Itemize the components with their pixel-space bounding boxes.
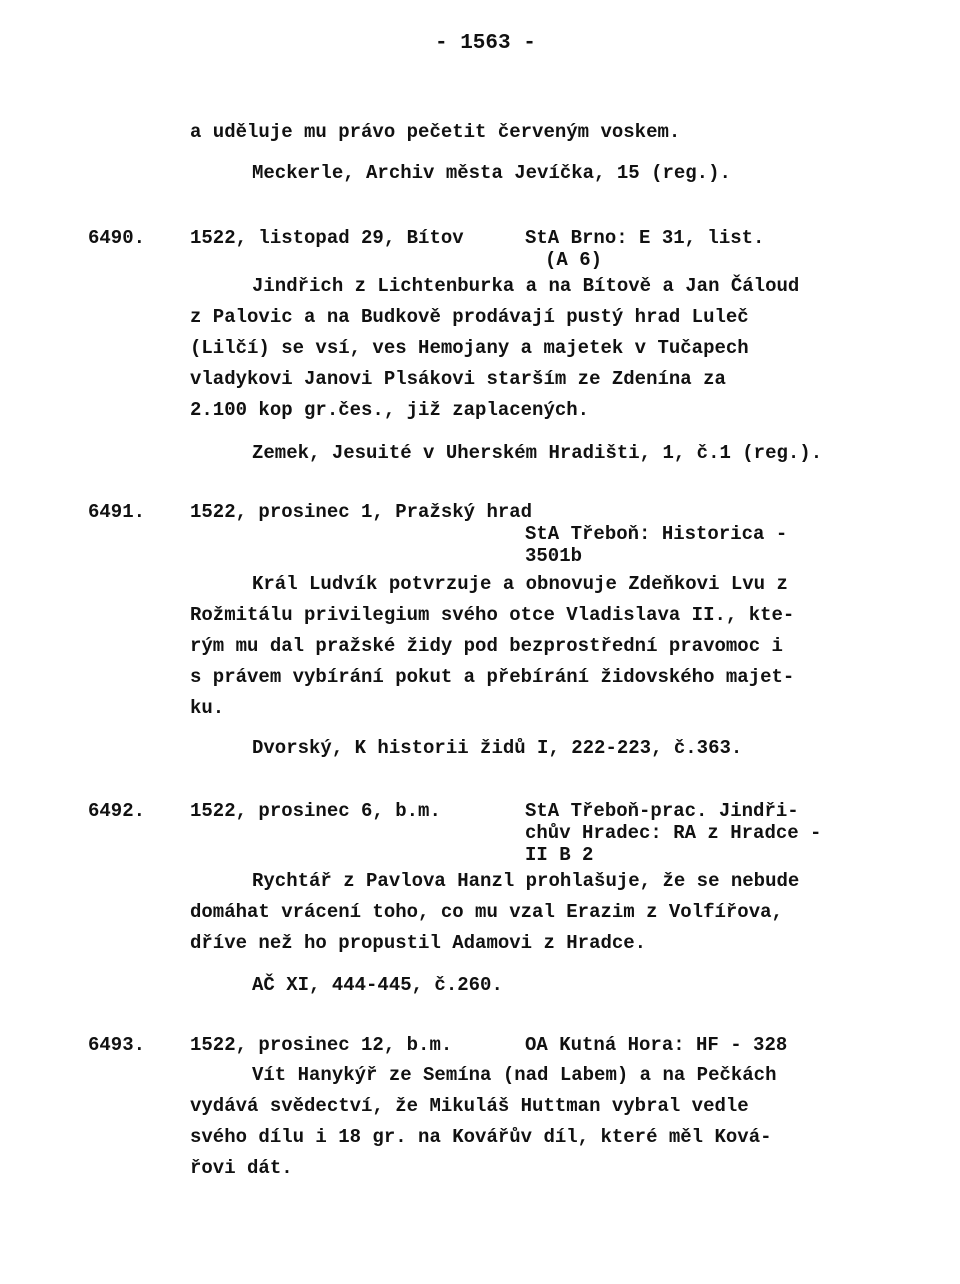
entry-archive: StA Brno: E 31, list. [525,227,765,249]
intro-citation: Meckerle, Archiv města Jevíčka, 15 (reg.). [252,162,731,184]
entry-text-line: (Lilčí) se vsí, ves Hemojany a majetek v Tučapech [190,337,749,359]
entry-text-line: vydává svědectví, že Mikuláš Huttman vybral vedle [190,1095,749,1117]
entry-text-line: řovi dát. [190,1157,293,1179]
entry-archive: OA Kutná Hora: HF - 328 [525,1034,788,1056]
entry-number: 6493. [88,1034,146,1056]
entry-date-place: 1522, prosinec 6, b.m. [190,800,441,822]
page-number: - 1563 - [435,32,536,55]
entry-date-place: 1522, listopad 29, Bítov [190,227,464,249]
entry-text-line: Rychtář z Pavlova Hanzl prohlašuje, že se nebude [252,870,800,892]
entry-text-line: vladykovi Janovi Plsákovi starším ze Zdenína za [190,368,726,390]
entry-text-line: 2.100 kop gr.čes., již zaplacených. [190,399,590,421]
entry-archive: StA Třeboň: Historica - [525,523,788,545]
entry-archive: II B 2 [525,844,594,866]
entry-source: Dvorský, K historii židů I, 222-223, č.363. [252,737,743,759]
entry-text-line: Vít Hanykýř ze Semína (nad Labem) a na Pečkách [252,1064,777,1086]
entry-number: 6491. [88,501,146,523]
entry-text-line: z Palovic a na Budkově prodávají pustý hrad Luleč [190,306,749,328]
entry-text-line: s právem vybírání pokut a přebírání židovského majet- [190,666,795,688]
entry-text-line: domáhat vrácení toho, co mu vzal Erazim z Volfířova, [190,901,783,923]
entry-text-line: Rožmitálu privilegium svého otce Vladislava II., kte- [190,604,795,626]
intro-line: a uděluje mu právo pečetit červeným voskem. [190,121,681,143]
entry-date-place: 1522, prosinec 1, Pražský hrad [190,501,533,523]
entry-text-line: ku. [190,697,225,719]
entry-archive: (A 6) [545,249,603,271]
entry-text-line: svého dílu i 18 gr. na Kovářův díl, které měl Ková- [190,1126,772,1148]
entry-archive: 3501b [525,545,583,567]
entry-source: AČ XI, 444-445, č.260. [252,974,503,996]
entry-text-line: Jindřich z Lichtenburka a na Bítově a Jan Čáloud [252,275,800,297]
entry-source: Zemek, Jesuité v Uherském Hradišti, 1, č.1 (reg.). [252,442,823,464]
entry-date-place: 1522, prosinec 12, b.m. [190,1034,453,1056]
entry-archive: StA Třeboň-prac. Jindři- [525,800,799,822]
entry-number: 6492. [88,800,146,822]
entry-text-line: dříve než ho propustil Adamovi z Hradce. [190,932,647,954]
entry-text-line: rým mu dal pražské židy pod bezprostřední pravomoc i [190,635,783,657]
entry-text-line: Král Ludvík potvrzuje a obnovuje Zdeňkovi Lvu z [252,573,788,595]
entry-number: 6490. [88,227,146,249]
entry-archive: chův Hradec: RA z Hradce - [525,822,822,844]
